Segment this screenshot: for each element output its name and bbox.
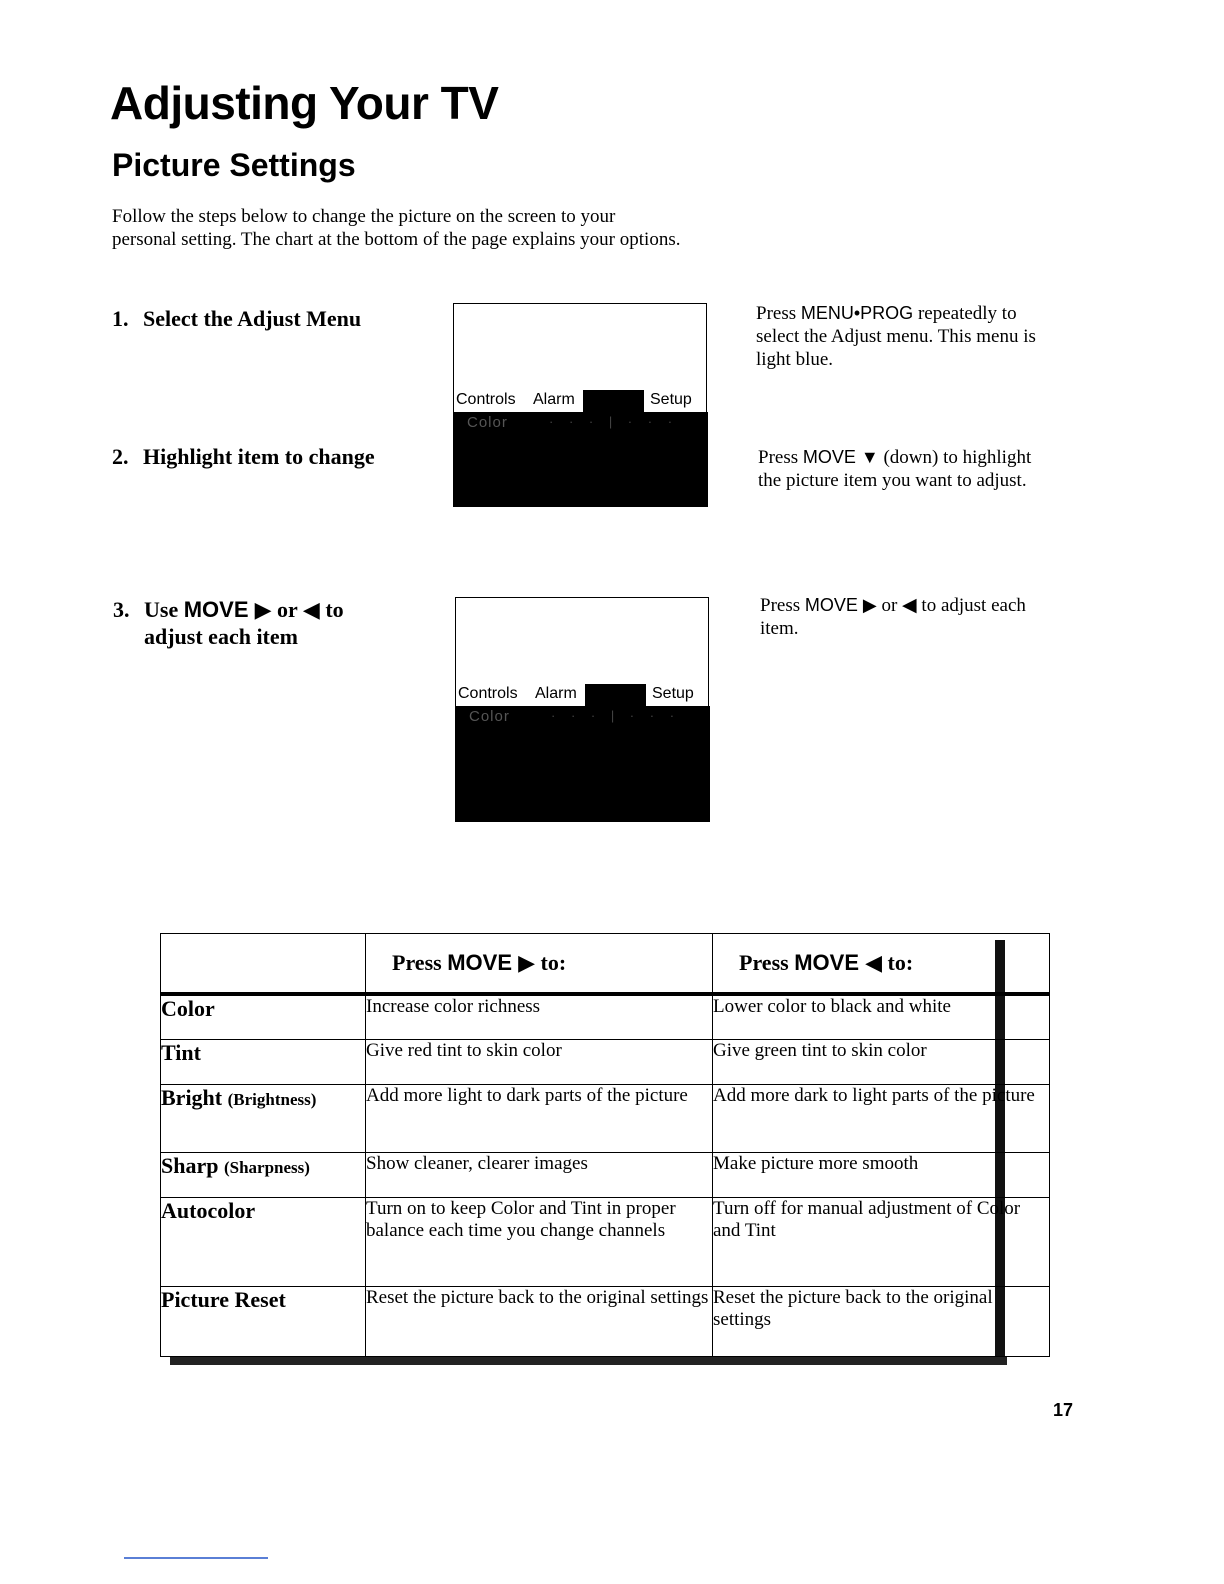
intro-line-1: Follow the steps below to change the picture on the screen to your — [112, 206, 616, 227]
menu-item-setup: Setup — [650, 391, 692, 408]
row-left-action: Make picture more smooth — [713, 1152, 1050, 1197]
menu-option-color: Color — [469, 708, 510, 725]
table-row — [161, 1197, 1050, 1286]
menu-bar — [456, 684, 708, 706]
row-label-tint: Tint — [161, 1039, 366, 1084]
menu-body — [455, 706, 710, 822]
row-label-color: Color — [161, 994, 366, 1039]
options-table — [160, 933, 1050, 1357]
tv-screen-mockup-1 — [453, 303, 707, 506]
row-right-action: Add more light to dark parts of the picture — [366, 1084, 713, 1152]
menu-item-adjust-highlight — [585, 684, 646, 706]
table-row — [161, 1039, 1050, 1084]
table-header-move-left: Press MOVE ◀ to: — [713, 934, 1050, 995]
table-header-row — [161, 934, 1050, 995]
row-left-action: Give green tint to skin color — [713, 1039, 1050, 1084]
row-label-autocolor: Autocolor — [161, 1197, 366, 1286]
step-2-description: Press MOVE ▼ (down) to highlight the picture item you want to adjust. — [758, 447, 1032, 491]
menu-item-adjust-highlight — [583, 390, 644, 412]
menu-item-setup: Setup — [652, 685, 694, 702]
table-shadow-bottom — [170, 1356, 1007, 1365]
footer-rule — [124, 1557, 268, 1559]
row-label-sharp: Sharp (Sharpness) — [161, 1152, 366, 1197]
table-header-move-right: Press MOVE ▶ to: — [366, 934, 713, 995]
table-row — [161, 1084, 1050, 1152]
row-right-action: Show cleaner, clearer images — [366, 1152, 713, 1197]
step-3-label: 3. Use MOVE ▶ or ◀ to adjust each item — [113, 597, 344, 649]
step-3-description: Press MOVE ▶ or ◀ to adjust each item. — [760, 595, 1026, 639]
menu-item-alarm: Alarm — [535, 685, 577, 702]
row-right-action: Increase color richness — [366, 994, 713, 1039]
value-indicator: · · · | · · · — [549, 414, 679, 429]
menu-bar — [454, 390, 706, 412]
row-left-action: Lower color to black and white — [713, 994, 1050, 1039]
menu-item-controls: Controls — [458, 685, 518, 702]
step-1-label: 1. Select the Adjust Menu — [112, 306, 362, 331]
page-title: Adjusting Your TV — [110, 77, 499, 129]
intro-line-2: personal setting. The chart at the bottom of the page explains your options. — [112, 229, 681, 250]
menu-item-alarm: Alarm — [533, 391, 575, 408]
menu-body — [453, 412, 708, 507]
menu-item-controls: Controls — [456, 391, 516, 408]
row-left-action: Turn off for manual adjustment of Color and Tint — [713, 1197, 1050, 1286]
intro-paragraph — [112, 205, 792, 251]
section-title: Picture Settings — [112, 147, 356, 183]
table-row — [161, 1152, 1050, 1197]
table-row — [161, 1286, 1050, 1356]
row-right-action: Reset the picture back to the original settings — [366, 1286, 713, 1356]
row-left-action: Reset the picture back to the original settings — [713, 1286, 1050, 1356]
menu-option-color: Color — [467, 414, 508, 431]
table-header-empty — [161, 934, 366, 995]
row-label-bright: Bright (Brightness) — [161, 1084, 366, 1152]
table-row — [161, 994, 1050, 1039]
row-label-picture-reset: Picture Reset — [161, 1286, 366, 1356]
step-2-label: 2. Highlight item to change — [112, 444, 375, 469]
row-right-action: Turn on to keep Color and Tint in proper balance each time you change channels — [366, 1197, 713, 1286]
row-right-action: Give red tint to skin color — [366, 1039, 713, 1084]
value-indicator: · · · | · · · — [551, 708, 681, 723]
row-left-action: Add more dark to light parts of the picture — [713, 1084, 1050, 1152]
tv-screen-mockup-2 — [455, 597, 709, 821]
step-1-description: Press MENU•PROG repeatedly to select the Adjust menu. This menu is light blue. — [756, 303, 1036, 370]
page-number: 17 — [1053, 1400, 1074, 1420]
